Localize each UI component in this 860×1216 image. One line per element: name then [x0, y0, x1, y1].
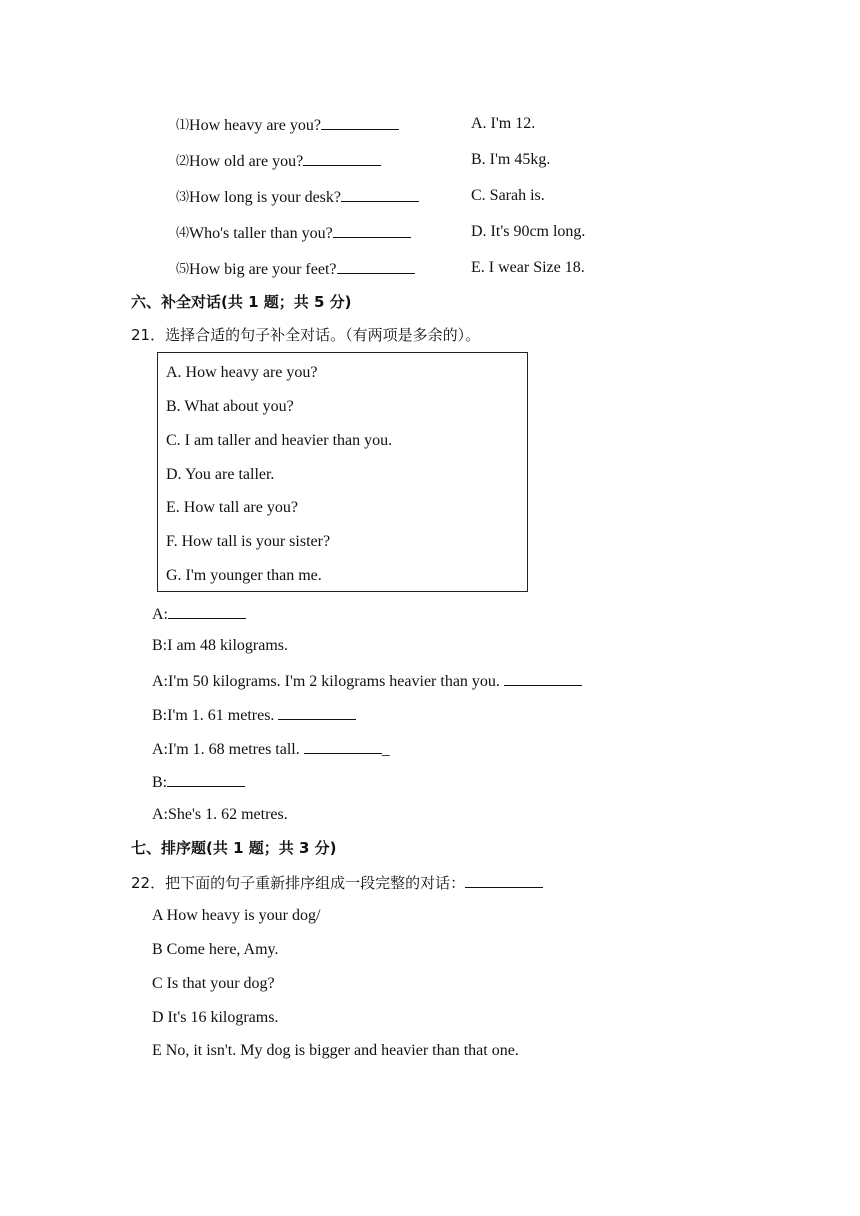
answer-blank[interactable] [168, 603, 246, 619]
option-item: D. You are taller. [166, 466, 275, 483]
sentence-item: B Come here, Amy. [152, 941, 279, 958]
dialogue-line: A:I'm 50 kilograms. I'm 2 kilograms heavier than you. [152, 670, 582, 692]
matching-answer: A. I'm 12. [471, 115, 536, 132]
dialogue-line: A:I'm 1. 68 metres tall. _ [152, 738, 390, 760]
dialogue-line: A:She's 1. 62 metres. [152, 806, 288, 823]
question-prompt: 22．把下面的句子重新排序组成一段完整的对话： [131, 872, 543, 893]
matching-question: ⑷Who's taller than you? [176, 222, 411, 244]
option-item: C. I am taller and heavier than you. [166, 432, 393, 449]
dialogue-line: B:I am 48 kilograms. [152, 637, 288, 654]
matching-question: ⑵How old are you? [176, 150, 381, 172]
sentence-item: A How heavy is your dog/ [152, 907, 321, 924]
option-item: E. How tall are you? [166, 499, 298, 516]
sentence-item: E No, it isn't. My dog is bigger and heavier than that one. [152, 1042, 519, 1059]
section-heading: 七、排序题(共 1 题；共 3 分) [131, 839, 337, 857]
question-prompt: 21．选择合适的句子补全对话。（有两项是多余的）。 [131, 326, 481, 344]
matching-answer: E. I wear Size 18. [471, 259, 585, 276]
option-item: G. I'm younger than me. [166, 567, 322, 584]
option-item: F. How tall is your sister? [166, 533, 331, 550]
dialogue-line: B: [152, 771, 245, 793]
dialogue-line: A: [152, 603, 246, 625]
matching-question: ⑴How heavy are you? [176, 114, 399, 136]
matching-answer: D. It's 90cm long. [471, 223, 586, 240]
answer-blank[interactable] [303, 150, 381, 166]
answer-blank[interactable] [304, 738, 382, 754]
option-item: B. What about you? [166, 398, 294, 415]
answer-blank[interactable] [278, 704, 356, 720]
answer-blank[interactable] [465, 872, 543, 888]
answer-blank[interactable] [341, 186, 419, 202]
sentence-item: D It's 16 kilograms. [152, 1009, 279, 1026]
answer-blank[interactable] [504, 670, 582, 686]
option-item: A. How heavy are you? [166, 364, 318, 381]
matching-question: ⑶How long is your desk? [176, 186, 419, 208]
sentence-item: C Is that your dog? [152, 975, 275, 992]
section-heading: 六、补全对话(共 1 题；共 5 分) [131, 293, 352, 311]
matching-question: ⑸How big are your feet? [176, 258, 415, 280]
answer-blank[interactable] [167, 771, 245, 787]
matching-answer: B. I'm 45kg. [471, 151, 551, 168]
answer-blank[interactable] [321, 114, 399, 130]
dialogue-line: B:I'm 1. 61 metres. [152, 704, 356, 726]
answer-blank[interactable] [337, 258, 415, 274]
answer-blank[interactable] [333, 222, 411, 238]
matching-answer: C. Sarah is. [471, 187, 545, 204]
